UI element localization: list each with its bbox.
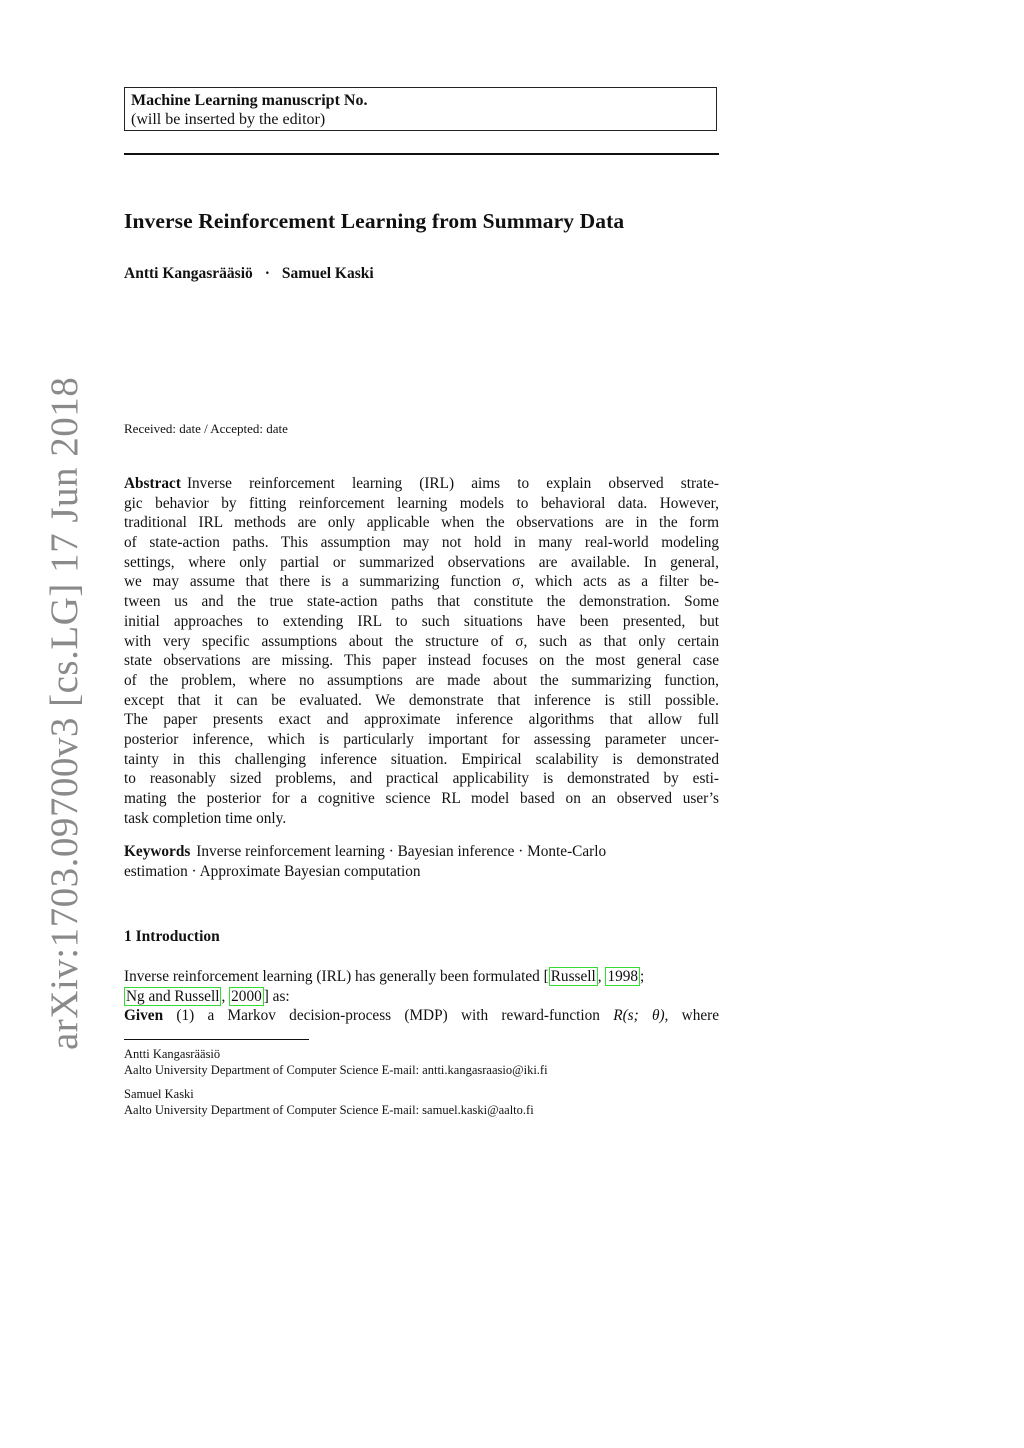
abstract-line: mating the posterior for a cognitive science RL model based on an observed user’s bbox=[124, 790, 719, 807]
abstract-line: state observations are missing. This paper instead focuses on the most general case bbox=[124, 652, 719, 670]
abstract-line: to reasonably sized problems, and practical applicability is demonstrated by esti- bbox=[124, 770, 719, 788]
footnote-author-name: Samuel Kaski bbox=[124, 1087, 194, 1101]
abstract-line: The paper presents exact and approximate inference algorithms that allow full bbox=[124, 711, 719, 729]
manuscript-header-box bbox=[124, 87, 717, 131]
author-list bbox=[124, 265, 374, 283]
abstract-line: initial approaches to extending IRL to such situations have been presented, but bbox=[124, 612, 719, 630]
abstract-line: of state-action paths. This assumption may not hold in many real-world modeling bbox=[124, 534, 719, 552]
abstract-line: with very specific assumptions about the structure of σ, such as that only certain bbox=[124, 632, 719, 650]
author-separator: · bbox=[264, 265, 270, 282]
abstract bbox=[124, 474, 719, 828]
editor-note: (will be inserted by the editor) bbox=[131, 111, 326, 128]
manuscript-line: Machine Learning manuscript No. bbox=[131, 92, 368, 109]
keywords bbox=[124, 842, 719, 881]
abstract-line: task completion time only. bbox=[124, 809, 287, 827]
intro-line: Ng and Russell , 2000 ] as: bbox=[126, 987, 290, 1005]
paper-title: Inverse Reinforcement Learning from Summary Data bbox=[124, 209, 625, 233]
reward-function: R(s; θ), bbox=[613, 1007, 669, 1025]
citation-link[interactable]: Russell bbox=[550, 968, 596, 985]
abstract-line: posterior inference, which is particularly important for assessing parameter uncer- bbox=[124, 730, 719, 748]
footnote-affiliation: Aalto University Department of Computer Science E-mail: antti.kangasraasio@iki.fi bbox=[124, 1063, 548, 1077]
citation-link[interactable]: 1998 bbox=[607, 968, 639, 985]
author-name: Samuel Kaski bbox=[281, 265, 374, 282]
intro-line: Given (1) a Markov decision-process (MDP) with reward-function R(s; θ), where bbox=[124, 1007, 720, 1025]
footnote-author-name: Antti Kangasrääsiö bbox=[124, 1047, 221, 1061]
abstract-line: settings, where only partial or summarized observations are available. In general, bbox=[124, 553, 719, 571]
abstract-line: tainty in this challenging inference situation. Empirical scalability is demonstrated bbox=[124, 750, 719, 768]
abstract-line: Abstract Inverse reinforcement learning (IRL) aims to explain observed strate- bbox=[124, 475, 719, 492]
intro-line: Inverse reinforcement learning (IRL) has generally been formulated [ Russell , 1998 ; bbox=[124, 968, 645, 985]
footnote-rule bbox=[124, 1039, 309, 1040]
abstract-line: gic behavior by fitting reinforcement learning models to behavioral data. However, bbox=[124, 494, 719, 512]
footnote-gap bbox=[124, 1078, 548, 1086]
header-rule bbox=[124, 153, 719, 155]
keywords-label: Keywords bbox=[124, 843, 191, 860]
citation-link[interactable]: 2000 bbox=[231, 987, 262, 1005]
citation-link[interactable]: Ng and Russell bbox=[126, 987, 220, 1005]
received-date: Received: date / Accepted: date bbox=[124, 421, 288, 436]
section-heading: 1 Introduction bbox=[124, 928, 220, 945]
author-footnotes bbox=[124, 1046, 548, 1118]
keywords-line: Keywords Inverse reinforcement learning · Bayesian inference · Monte-Carlo bbox=[124, 843, 607, 860]
keywords-line: estimation · Approximate Bayesian computation bbox=[124, 862, 421, 880]
author-name: Antti Kangasrääsiö bbox=[124, 265, 253, 282]
abstract-line: traditional IRL methods are only applicable when the observations are in the form bbox=[124, 514, 719, 532]
arxiv-identifier-stamp: arXiv:1703.09700v3 [cs.LG] 17 Jun 2018 bbox=[43, 376, 86, 1050]
abstract-line: of the problem, where no assumptions are made about the summarizing function, bbox=[124, 671, 719, 689]
abstract-line: we may assume that there is a summarizing function σ, which acts as a filter be- bbox=[124, 573, 719, 591]
given-label: Given bbox=[124, 1007, 164, 1025]
abstract-line: tween us and the true state-action paths that constitute the demonstration. Some bbox=[124, 593, 719, 611]
abstract-line: except that it can be evaluated. We demonstrate that inference is still possible. bbox=[124, 691, 719, 709]
introduction-text bbox=[124, 967, 719, 1026]
abstract-label: Abstract bbox=[124, 475, 181, 492]
footnote-affiliation: Aalto University Department of Computer Science E-mail: samuel.kaski@aalto.fi bbox=[124, 1103, 534, 1117]
